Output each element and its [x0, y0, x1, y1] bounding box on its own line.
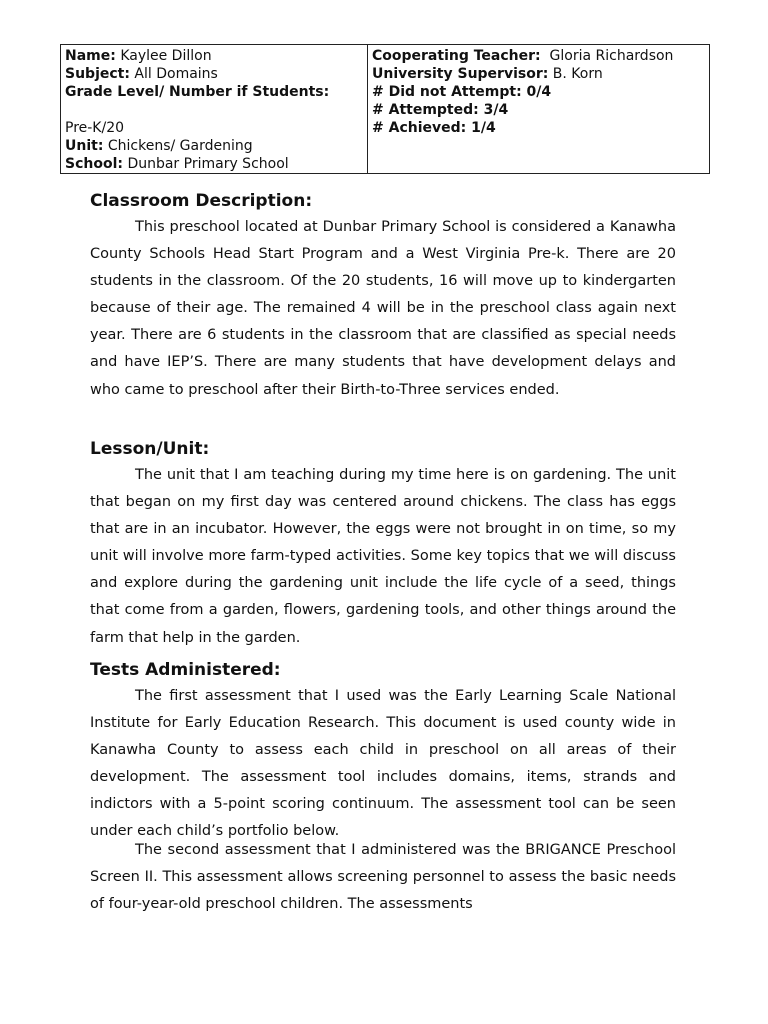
subject-line — [65, 65, 363, 83]
classroom-heading: Classroom Description: — [90, 191, 313, 211]
tests-paragraph-1: The first assessment that I used was the Early Learning Scale National Institute for Early Education Research. This document is used county wide in Kanawha County to assess each child in preschool on all areas of their development. The assessment tool includes domains, items, strands and indictors with a 5-point scoring continuum. The assessment tool can be seen under each child’s portfolio below. — [90, 688, 676, 839]
blank-line — [65, 101, 363, 119]
unit-value: Chickens/ Gardening — [107, 138, 253, 154]
teacher-value: Gloria Richardson — [549, 48, 674, 64]
attempted: # Attempted: 3/4 — [372, 102, 509, 118]
classroom-paragraph: This preschool located at Dunbar Primary School is considered a Kanawha County Schools Head Start Program and a West Virginia Pre-k. There are 20 students in the classroom. Of the 20 students, 16 will move up to kindergarten because of their age. The remained 4 will be in the preschool class again next year. There are 6 students in the classroom that are classified as special needs and have IEP’S. There are many students that have development delays and who came to preschool after their Birth-to-Three services ended. — [90, 219, 676, 398]
grade-label: Grade Level/ Number if Students: — [65, 84, 330, 100]
grade-value: Pre-K/20 — [65, 120, 125, 136]
tests-section — [90, 659, 676, 918]
name-value: Kaylee Dillon — [120, 48, 212, 64]
teacher-label: Cooperating Teacher: — [372, 48, 541, 64]
school-line — [65, 155, 363, 173]
supervision-info-cell — [368, 45, 710, 174]
supervisor-label: University Supervisor: — [372, 66, 549, 82]
tests-heading: Tests Administered: — [90, 660, 281, 680]
lesson-paragraph: The unit that I am teaching during my time here is on gardening. The unit that began on my first day was centered around chickens. The class has eggs that are in an incubator. However, the eggs were not brought in on time, so my unit will involve more farm-typed activities. Some key topics that we will discuss and explore during the gardening unit include the life cycle of a seed, things that come from a garden, flowers, gardening tools, and other things around the farm that help in the garden. — [90, 467, 676, 646]
lesson-heading: Lesson/Unit: — [90, 439, 210, 459]
classroom-section — [90, 190, 676, 404]
student-info-cell — [61, 45, 368, 174]
unit-label: Unit: — [65, 138, 104, 154]
tests-paragraph-2: The second assessment that I administered was the BRIGANCE Preschool Screen II. This assessment allows screening personnel to assess the basic needs of four-year-old preschool children. The assessments — [90, 842, 676, 912]
did-not-attempt: # Did not Attempt: 0/4 — [372, 84, 552, 100]
supervisor-value: B. Korn — [552, 66, 603, 82]
supervisor-line — [372, 65, 705, 83]
achieved: # Achieved: 1/4 — [372, 120, 496, 136]
teacher-line — [372, 47, 705, 65]
name-label: Name: — [65, 48, 116, 64]
lesson-info-table — [60, 44, 710, 174]
school-label: School: — [65, 156, 123, 172]
unit-line — [65, 137, 363, 155]
subject-value: All Domains — [134, 66, 218, 82]
school-value: Dunbar Primary School — [127, 156, 289, 172]
subject-label: Subject: — [65, 66, 130, 82]
lesson-section — [90, 438, 676, 652]
grade-line — [65, 83, 363, 101]
name-line — [65, 47, 363, 65]
